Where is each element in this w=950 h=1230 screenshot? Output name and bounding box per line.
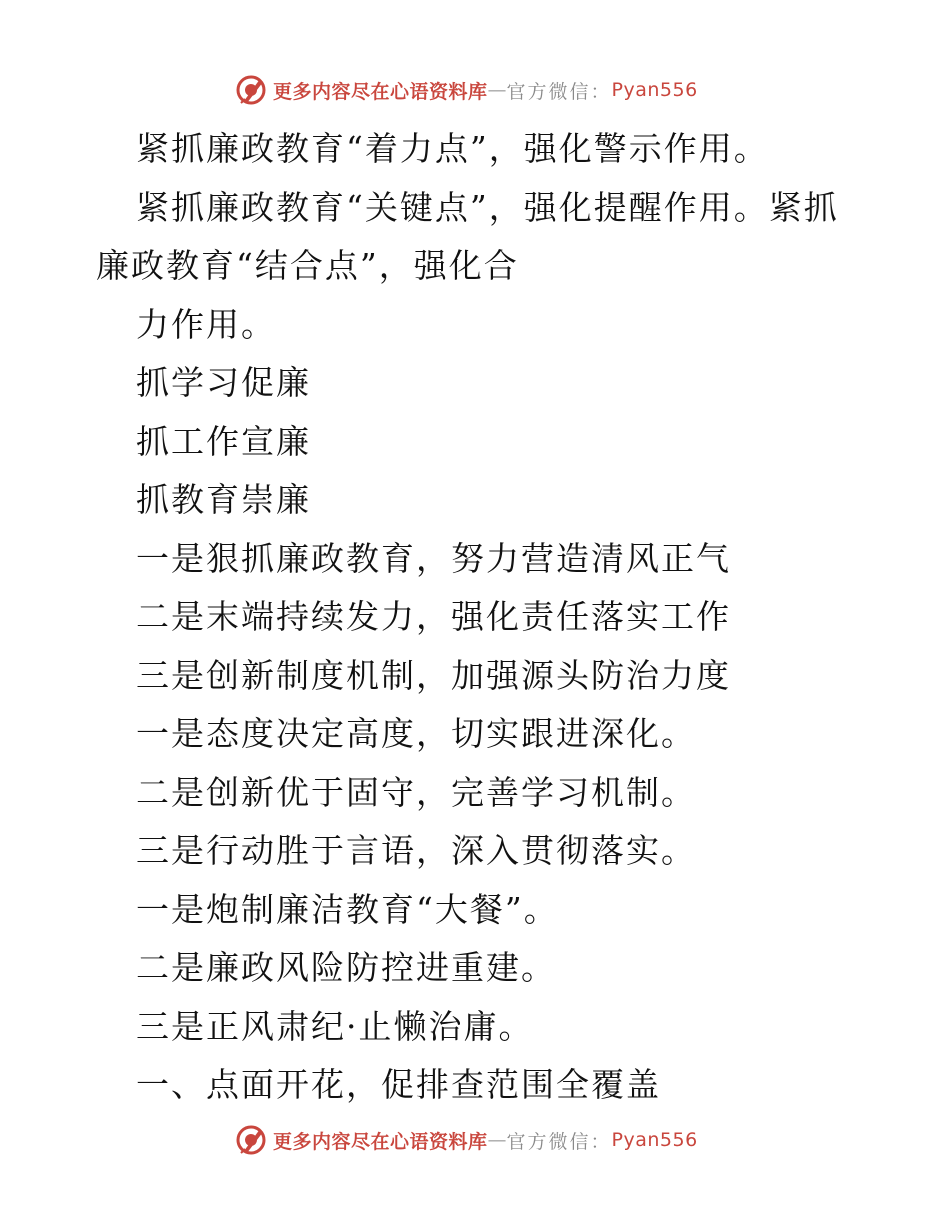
paragraph: 力作用。 [136,304,276,344]
document-body [96,120,856,1115]
paragraph: 一是炮制廉洁教育“大餐”。 [136,889,559,929]
paragraph: 一、点面开花，促排查范围全覆盖 [136,1065,661,1104]
quill-logo-icon [235,74,267,106]
paragraph: 紧抓廉政教育“着力点”，强化警示作用。 [136,129,769,168]
paragraph: 抓学习促廉 [136,363,311,402]
paragraph: 三是行动胜于言语，深入贯彻落实。 [136,831,696,870]
paragraph: 一是态度决定高度，切实跟进深化。 [136,714,696,753]
footer-watermark [235,1122,698,1158]
paragraph: 三是正风肃纪·止懒治庸。 [136,1006,534,1046]
paragraph: 三是创新制度机制，加强源头防治力度 [136,655,731,695]
paragraph: 抓工作宣廉 [136,421,311,461]
watermark-separator: — [487,1129,507,1151]
paragraph: 二是末端持续发力，强化责任落实工作 [136,597,731,636]
header-watermark [235,72,698,108]
paragraph: 抓教育崇廉 [136,480,311,519]
watermark-sub-text: 官方微信： [506,80,612,103]
watermark-wechat-id: Pyan556 [611,1129,698,1151]
quill-logo-icon [235,1124,267,1156]
watermark-separator: — [487,79,507,101]
paragraph: 二是创新优于固守，完善学习机制。 [136,772,696,812]
watermark-main-text: 更多内容尽在心语资料库 [273,1130,488,1153]
watermark-sub-text: 官方微信： [506,1130,612,1153]
watermark-wechat-id: Pyan556 [611,79,698,101]
watermark-main-text: 更多内容尽在心语资料库 [273,80,488,103]
paragraph: 二是廉政风险防控进重建。 [136,948,556,987]
paragraph: 一是狠抓廉政教育，努力营造清风正气 [136,538,731,578]
paragraph: 紧抓廉政教育“关键点”，强化提醒作用。紧抓廉政教育“结合点”，强化合 [96,187,839,285]
